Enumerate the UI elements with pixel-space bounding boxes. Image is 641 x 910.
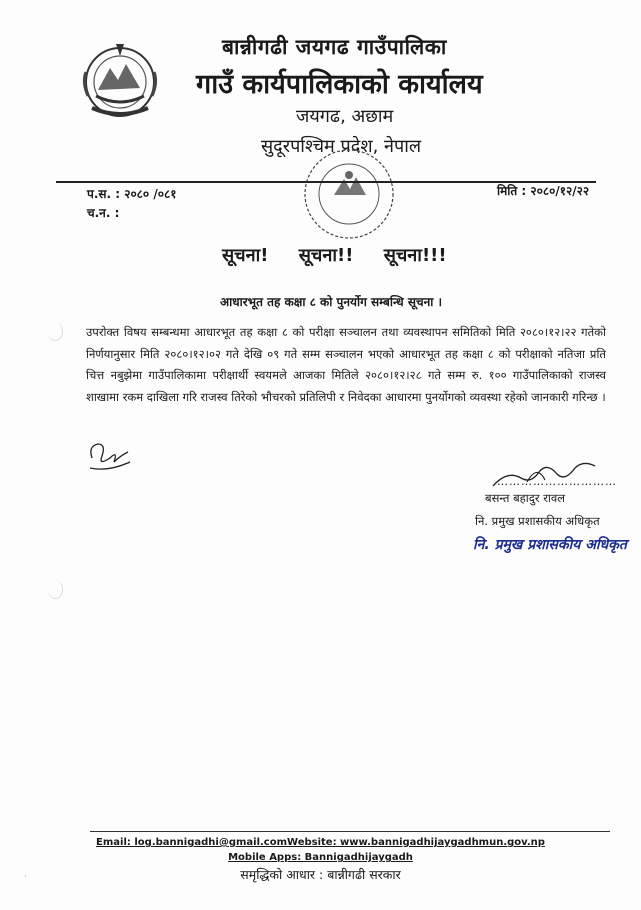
notice-word-2: सूचना!! bbox=[298, 245, 354, 266]
office-name: गाउँ कार्यपालिकाको कार्यालय bbox=[196, 69, 483, 100]
subject-line: आधारभूत तह कक्षा ८ को पुनर्योग सम्बन्धि सूचना । bbox=[220, 295, 443, 309]
signature-line: ………………………… bbox=[497, 475, 617, 488]
reference-number: प.स. : २०८० /०८१ bbox=[87, 187, 177, 201]
municipality-name: बान्नीगढी जयगढ गाउँपालिका bbox=[222, 35, 447, 59]
notice-word-1: सूचना! bbox=[222, 245, 269, 266]
office-location: जयगढ, अछाम bbox=[296, 106, 394, 127]
punch-hole-mark bbox=[48, 322, 63, 341]
footer-motto: समृद्धिको आधार : बान्नीगढी सरकार bbox=[240, 867, 401, 882]
footer-mobile-apps: Mobile Apps: Bannigadhijaygadh bbox=[228, 852, 413, 863]
footer-contact: Email: log.bannigadhi@gmail.comWebsite: www.bannigadhijaygadhmun.gov.np bbox=[96, 837, 545, 848]
notice-word-3: सूचना!!! bbox=[383, 245, 447, 266]
scan-speck: · bbox=[24, 872, 27, 881]
notice-body: उपरोक्त विषय सम्बन्धमा आधारभूत तह कक्षा ८ को परीक्षा सञ्चालन तथा व्यवस्थापन समितिको मिति २०८०।१२।२२ गतेको निर्णयानुसार मिति २०८०।१२।०२ गते देखि ०९ गते सम्म सञ्चालन भएको आधारभूत तह कक्षा ८ को परीक्षाको नतिजा प्रति चित्त नबुझेमा गाउँपालिकामा परीक्षार्थी स्वयमले आजका मितिले २०८०।१२।२८ गते सम्म रु. १०० गाउँपालिकाको राजस्व शाखामा रकम दाखिला गरि राजस्व तिरेको भौचरको प्रतिलिपी र निवेदका आधारमा पुनर्योगको व्यवस्था रहेको जानकारी गरिन्छ । bbox=[86, 325, 606, 404]
signatory-title: नि. प्रमुख प्रशासकीय अधिकृत bbox=[475, 514, 600, 528]
punch-hole-mark bbox=[48, 580, 63, 599]
office-seal-icon bbox=[300, 145, 398, 243]
province-name: सुदूरपश्चिम प्रदेश, नेपाल bbox=[261, 136, 422, 157]
signatory-stamp: नि. प्रमुख प्रशासकीय अधिकृत bbox=[473, 537, 627, 553]
letter-date: मिति : २०८०/१२/२२ bbox=[497, 184, 590, 198]
footer-divider bbox=[90, 831, 610, 832]
dispatch-number: च.न. : bbox=[87, 206, 120, 220]
handwritten-initial-icon bbox=[84, 428, 134, 478]
signatory-name: बसन्त बहादुर रावल bbox=[485, 491, 566, 505]
nepal-emblem-icon bbox=[78, 38, 162, 122]
notice-heading bbox=[222, 243, 469, 267]
